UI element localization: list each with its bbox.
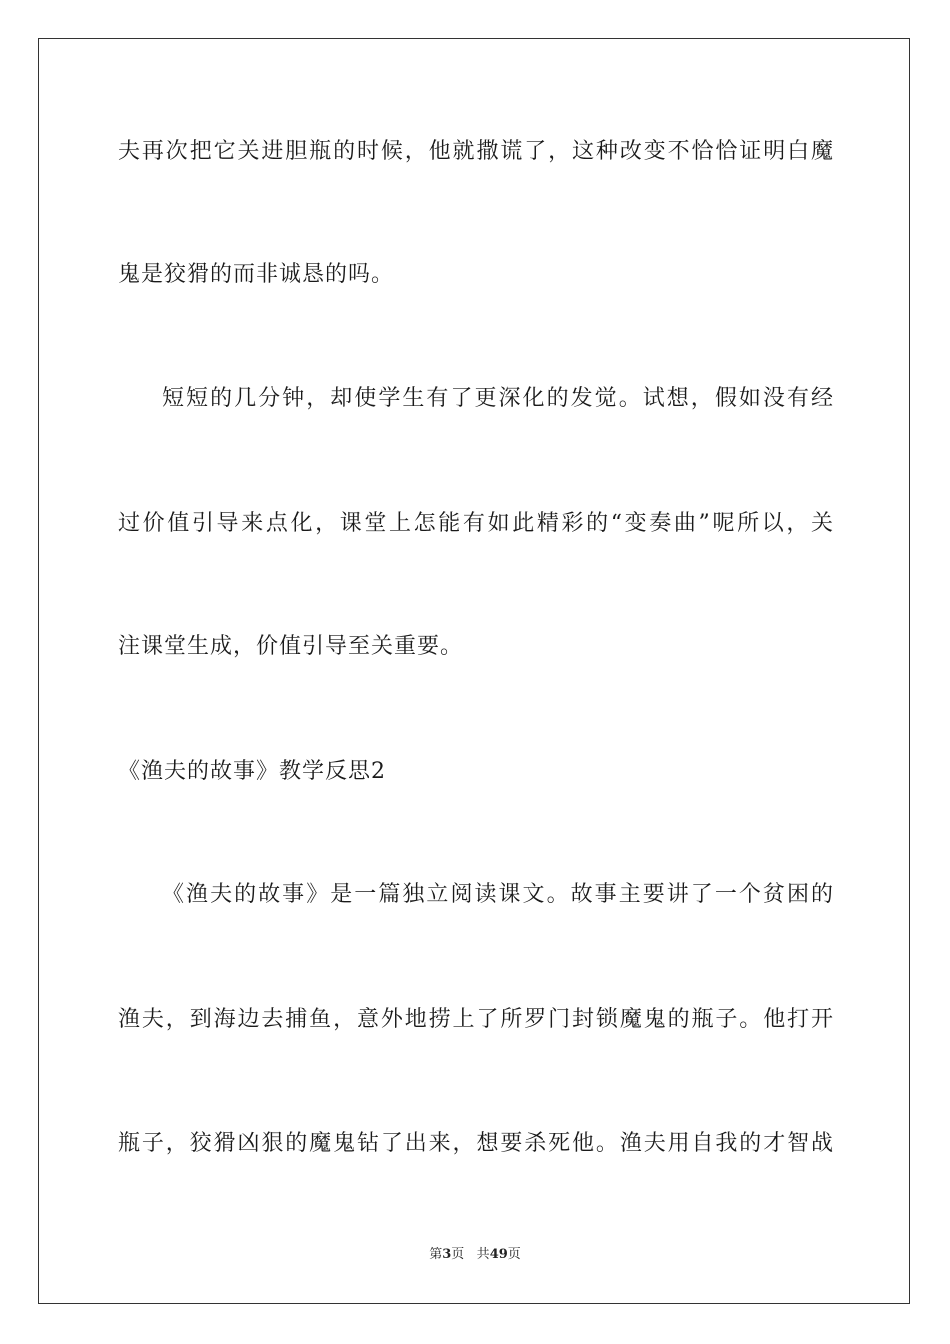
total-prefix: 共 [476,1247,490,1262]
page-border [38,38,910,1304]
body-line-7: 《渔夫的故事》是一篇独立阅读课文。故事主要讲了一个贫困的 [162,882,834,907]
body-line-2: 鬼是狡猾的而非诚恳的吗。 [118,262,395,287]
body-line-9: 瓶子，狡猾凶狠的魔鬼钻了出来，想要杀死他。渔夫用自我的才智战 [118,1131,834,1156]
body-line-5: 注课堂生成，价值引导至关重要。 [118,634,464,659]
page-number: 3 [442,1247,452,1262]
body-line-3: 短短的几分钟，却使学生有了更深化的发觉。试想，假如没有经 [162,386,834,411]
section-heading: 《渔夫的故事》教学反思2 [118,759,386,784]
page-suffix: 页 [451,1247,465,1262]
body-line-8: 渔夫，到海边去捕鱼，意外地捞上了所罗门封锁魔鬼的瓶子。他打开 [118,1007,834,1032]
body-line-1: 夫再次把它关进胆瓶的时候，他就撒谎了，这种改变不恰恰证明白魔 [118,139,834,164]
page-prefix: 第 [429,1247,443,1262]
page-footer [0,1246,950,1264]
total-pages: 49 [489,1247,508,1262]
total-suffix: 页 [507,1247,521,1262]
body-line-4: 过价值引导来点化，课堂上怎能有如此精彩的“变奏曲”呢所以，关 [118,511,834,536]
